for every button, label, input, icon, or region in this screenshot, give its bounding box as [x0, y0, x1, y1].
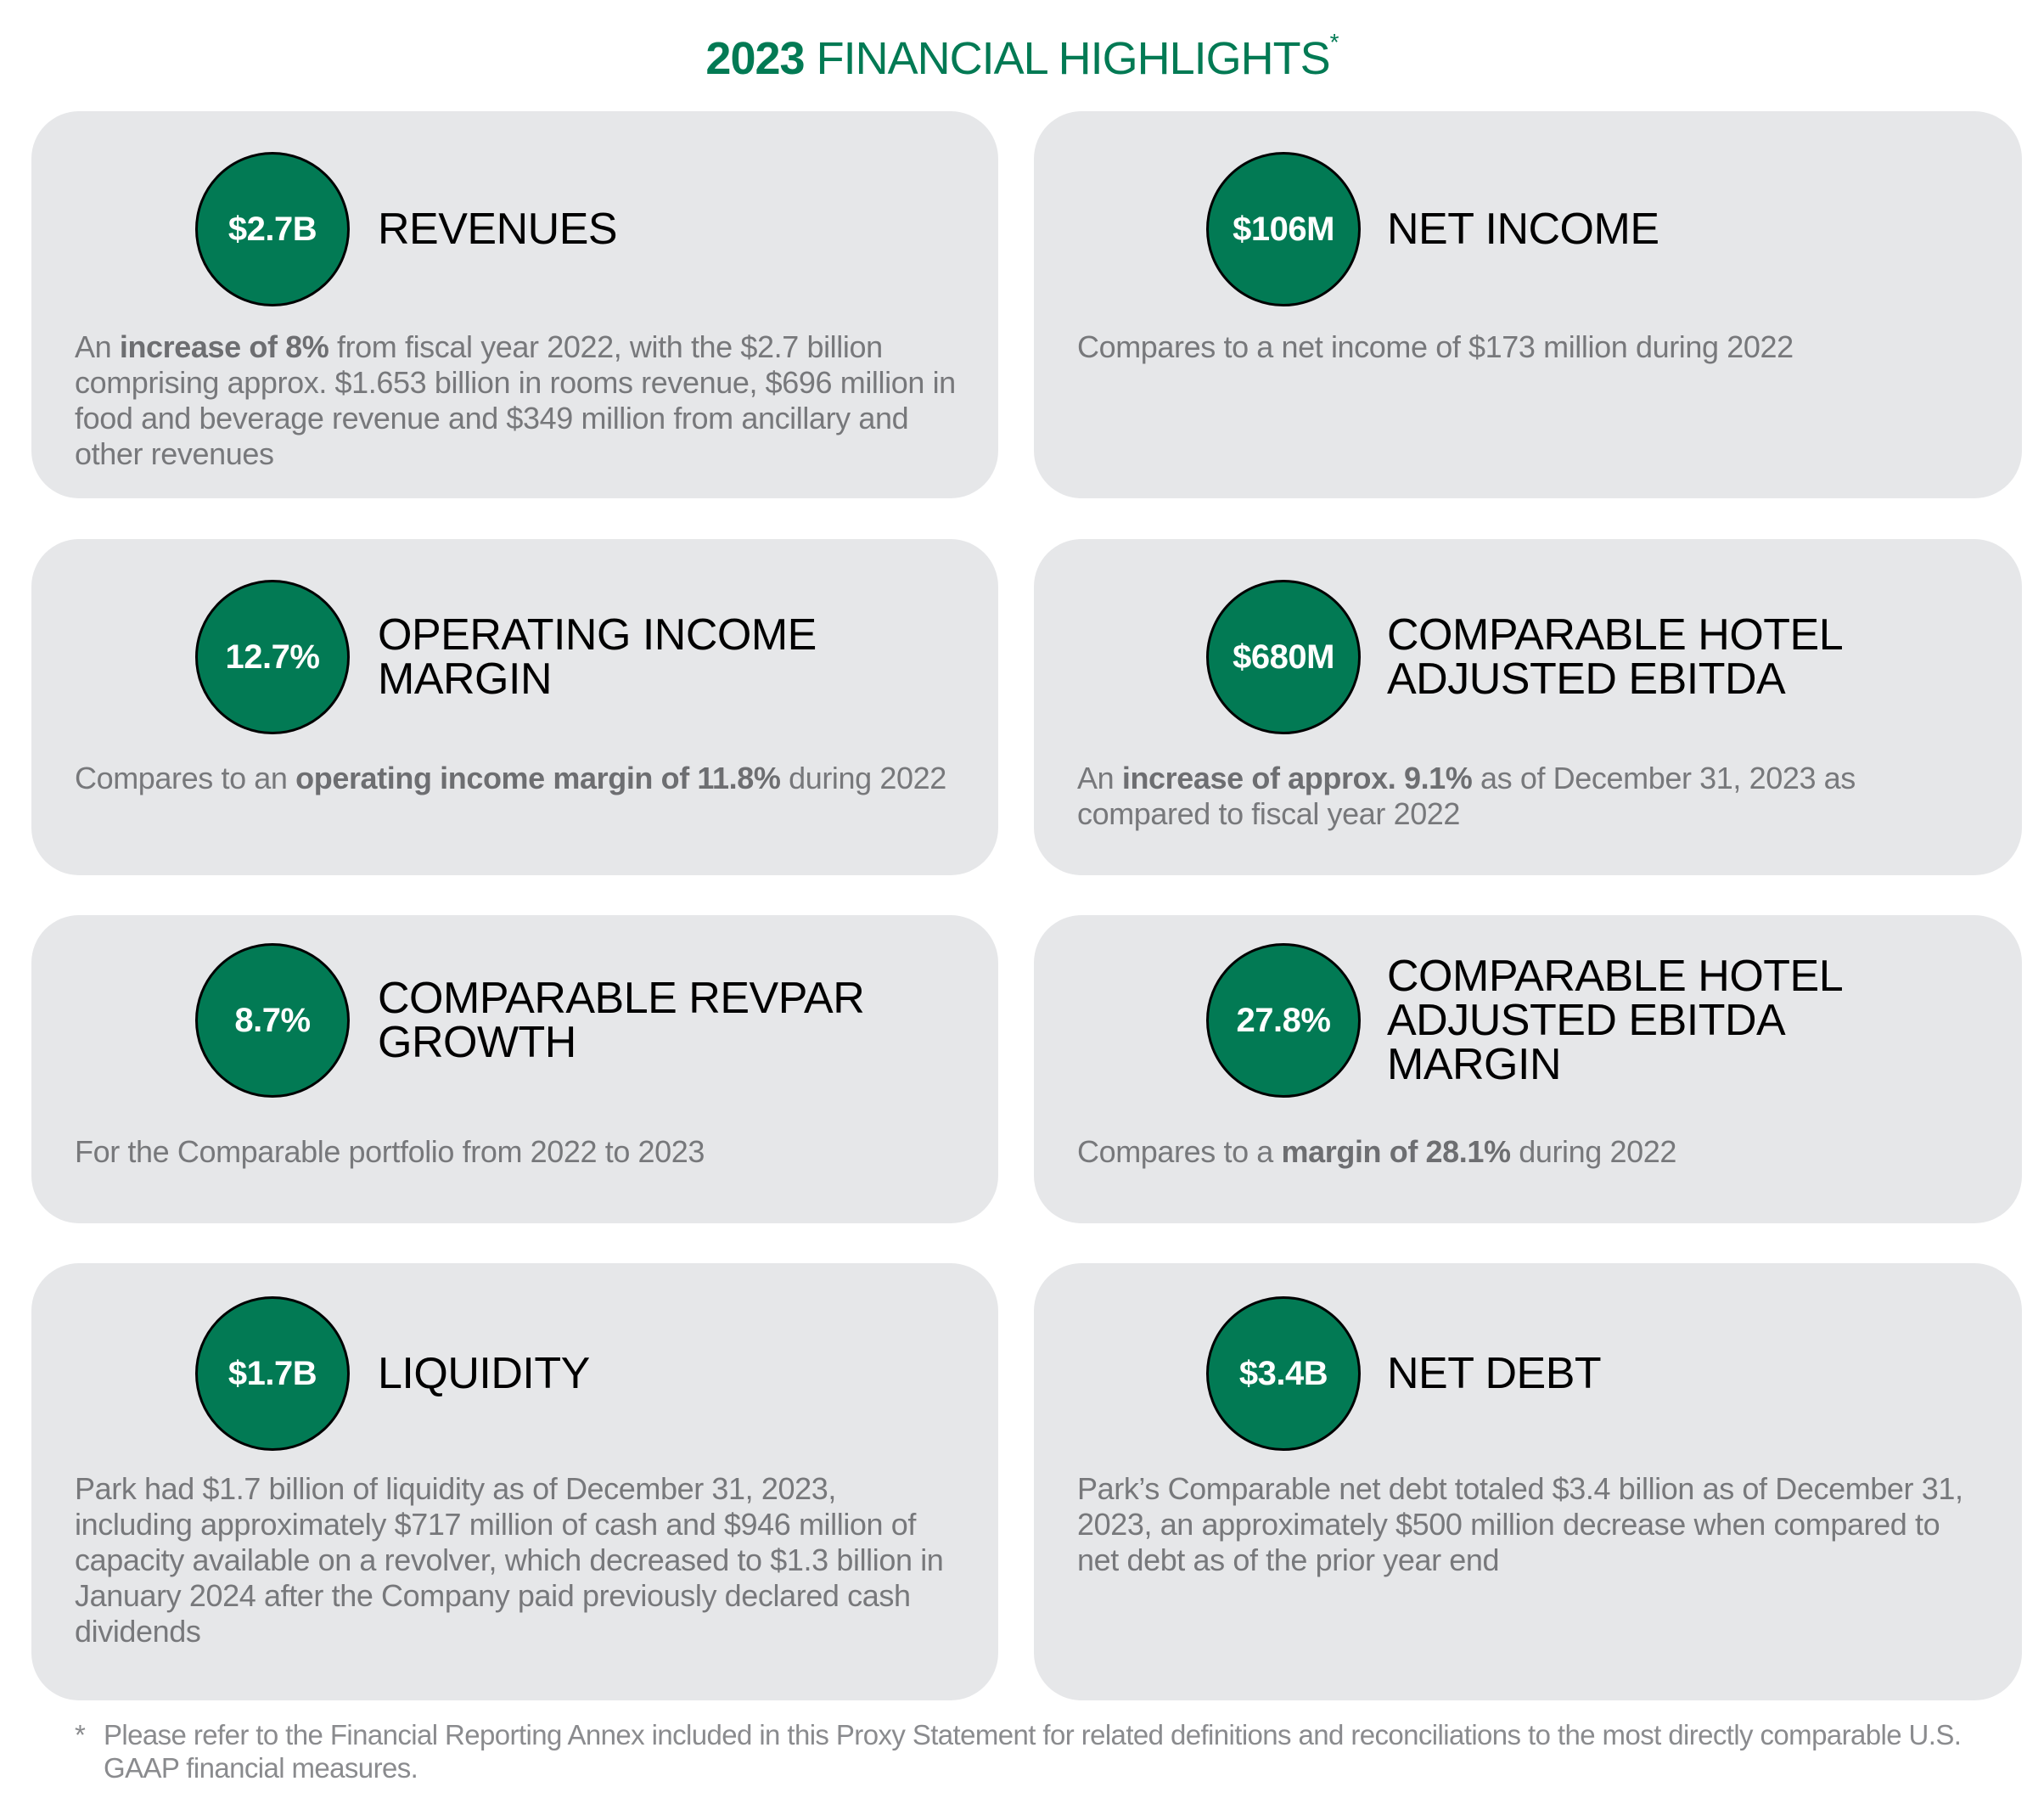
highlight-text: increase of approx. 9.1%	[1121, 761, 1473, 795]
description-text: Park’s Comparable net debt totaled $3.4 billion as of December 31, 2023, an approximately $500 million decrease when compared to net debt as of the prior year end	[1077, 1471, 1963, 1577]
description-text: Compares to a net income of $173 million during 2022	[1077, 329, 1794, 364]
metric-description	[1077, 1134, 1980, 1170]
metric-value-badge: 27.8%	[1206, 943, 1361, 1098]
description-text: For the Comparable portfolio from 2022 to 2023	[75, 1134, 705, 1169]
metric-description	[1077, 761, 1980, 832]
metric-description	[75, 1471, 957, 1649]
metric-value-badge: $3.4B	[1206, 1296, 1361, 1451]
metric-heading: COMPARABLE HOTEL ADJUSTED EBITDA MARGIN	[1387, 952, 1842, 1089]
metric-heading: LIQUIDITY	[378, 1349, 590, 1398]
metric-heading: NET INCOME	[1387, 205, 1659, 254]
metric-heading: OPERATING INCOME MARGIN	[378, 610, 817, 704]
description-text: during 2022	[780, 761, 946, 795]
metric-heading: COMPARABLE HOTEL ADJUSTED EBITDA	[1387, 610, 1842, 704]
metric-value-badge: 8.7%	[195, 943, 350, 1098]
metric-heading: REVENUES	[378, 205, 618, 254]
metric-value-badge: $1.7B	[195, 1296, 350, 1451]
footnote	[75, 1718, 2027, 1784]
metric-value-badge: $2.7B	[195, 152, 350, 306]
card-net-income	[1034, 111, 2022, 498]
metric-description	[75, 761, 957, 796]
description-text: as of December 31, 2023 as compared to fiscal year 2022	[1077, 761, 1856, 831]
metric-value-badge: $106M	[1206, 152, 1361, 306]
metric-heading: COMPARABLE REVPAR GROWTH	[378, 974, 865, 1067]
metric-description	[1077, 329, 1980, 365]
metric-value-badge: $680M	[1206, 580, 1361, 734]
card-comparable-revpar-growth	[31, 915, 998, 1223]
description-text: Compares to a	[1077, 1134, 1282, 1169]
highlight-text: operating income margin of 11.8%	[295, 761, 781, 795]
metric-description	[75, 1134, 957, 1170]
metric-description	[75, 329, 957, 472]
card-operating-income-margin	[31, 539, 998, 875]
description-text: from fiscal year 2022, with the $2.7 billion comprising approx. $1.653 billion in rooms revenue, $696 million in food and beverage revenue and $349 million from ancillary and other revenues	[75, 329, 956, 471]
metric-value-badge: 12.7%	[195, 580, 350, 734]
description-text: An	[75, 329, 120, 364]
footnote-mark: *	[75, 1719, 86, 1750]
description-text: Park had $1.7 billion of liquidity as of December 31, 2023, including approximately $717 million of cash and $946 million of capacity available on a revolver, which decreased to $1.3 billion in January 2024 after the Company paid previously declared cash dividends	[75, 1471, 944, 1649]
description-text: Compares to an	[75, 761, 296, 795]
metric-heading: NET DEBT	[1387, 1349, 1602, 1398]
highlight-text: margin of 28.1%	[1281, 1134, 1511, 1169]
highlight-text: increase of 8%	[119, 329, 329, 364]
description-text: An	[1077, 761, 1122, 795]
description-text: during 2022	[1510, 1134, 1676, 1169]
metric-description	[1077, 1471, 1980, 1578]
footnote-text: Please refer to the Financial Reporting Annex included in this Proxy Statement for related definitions and reconciliations to the most directly comparable U.S. GAAP financial measures.	[104, 1719, 1962, 1784]
page-title: 2023 FINANCIAL HIGHLIGHTS*	[705, 29, 1339, 84]
